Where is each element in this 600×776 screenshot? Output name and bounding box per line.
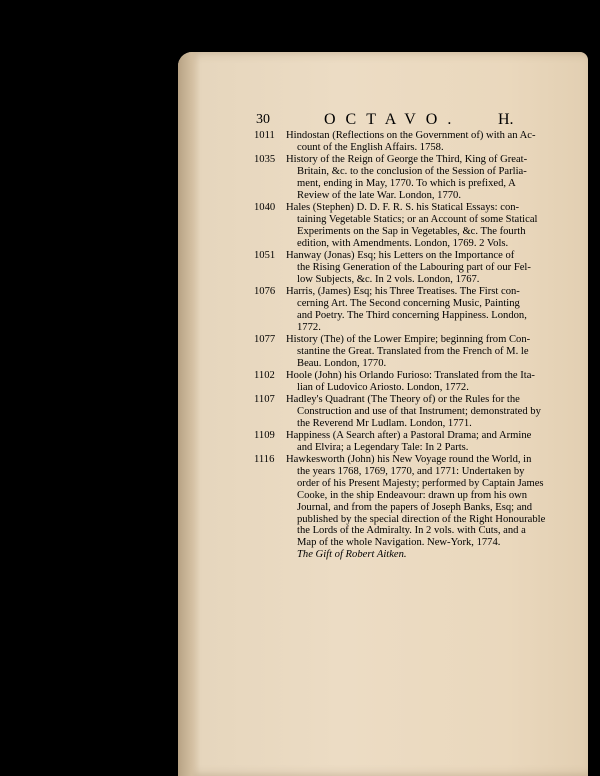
entry-line: 1772. bbox=[297, 321, 321, 333]
entry-number: 1116 bbox=[254, 454, 275, 465]
page-header bbox=[0, 112, 600, 132]
page-number: 30 bbox=[256, 112, 270, 127]
entry-line: History (The) of the Lower Empire; beginning from Con- bbox=[286, 334, 531, 345]
catalogue-entry bbox=[256, 370, 540, 394]
entry-number: 1076 bbox=[254, 286, 276, 297]
entry-line: Hindostan (Reflections on the Government of) with an Ac- bbox=[286, 130, 536, 141]
entry-line: Hoole (John) his Orlando Furioso: Translated from the Ita- bbox=[286, 370, 535, 381]
entry-line: Beau. London, 1770. bbox=[297, 357, 387, 369]
catalogue-entry bbox=[256, 250, 540, 286]
entry-line: order of his Present Majesty; performed by Captain James bbox=[297, 477, 544, 489]
entry-line: published by the special direction of the Right Honourable bbox=[297, 513, 546, 525]
catalogue-entry bbox=[256, 430, 540, 454]
entry-number: 1077 bbox=[254, 334, 276, 345]
entry-line: the years 1768, 1769, 1770, and 1771: Undertaken by bbox=[297, 465, 525, 477]
entry-number: 1011 bbox=[254, 130, 275, 141]
entry-line: Happiness (A Search after) a Pastoral Drama; and Armine bbox=[286, 430, 532, 441]
catalogue-entry bbox=[256, 154, 540, 202]
catalogue-entry bbox=[256, 202, 540, 250]
section-letter: H. bbox=[498, 111, 514, 128]
entry-line: Experiments on the Sap in Vegetables, &c. The fourth bbox=[297, 225, 526, 237]
catalogue-entry bbox=[256, 394, 540, 430]
entry-number: 1040 bbox=[254, 202, 276, 213]
entry-line: cerning Art. The Second concerning Music, Painting bbox=[297, 297, 520, 309]
entry-number: 1051 bbox=[254, 250, 276, 261]
entry-line: ment, ending in May, 1770. To which is prefixed, A bbox=[297, 177, 516, 189]
entry-line: Hawkesworth (John) his New Voyage round the World, in bbox=[286, 454, 532, 465]
entry-line: the Lords of the Admiralty. In 2 vols. with Cuts, and a bbox=[297, 525, 526, 537]
entry-line: and Elvira; a Legendary Tale: In 2 Parts. bbox=[297, 441, 469, 453]
entry-line: and Poetry. The Third concerning Happiness. London, bbox=[297, 309, 527, 321]
entry-line: Harris, (James) Esq; his Three Treatises. The First con- bbox=[286, 286, 520, 297]
entry-line: lian of Ludovico Ariosto. London, 1772. bbox=[297, 381, 469, 393]
entry-line: Map of the whole Navigation. New-York, 1774. bbox=[297, 537, 501, 549]
entry-line: count of the English Affairs. 1758. bbox=[297, 141, 444, 153]
entry-number: 1102 bbox=[254, 370, 275, 381]
entry-line: low Subjects, &c. In 2 vols. London, 1767. bbox=[297, 273, 480, 285]
entry-line: the Reverend Mr Ludlam. London, 1771. bbox=[297, 417, 472, 429]
entry-line: stantine the Great. Translated from the French of M. le bbox=[297, 345, 529, 357]
catalogue-entry bbox=[256, 334, 540, 370]
catalogue-entry bbox=[256, 130, 540, 154]
entry-line: the Rising Generation of the Labouring part of our Fel- bbox=[297, 261, 531, 273]
entry-line: taining Vegetable Statics; or an Account of some Statical bbox=[297, 213, 538, 225]
entry-number: 1109 bbox=[254, 430, 275, 441]
entry-line: History of the Reign of George the Third, King of Great- bbox=[286, 154, 528, 165]
entry-line: Review of the late War. London, 1770. bbox=[297, 189, 462, 201]
entry-line: edition, with Amendments. London, 1769. 2 Vols. bbox=[297, 237, 509, 249]
page-title: OCTAVO. bbox=[324, 111, 462, 128]
entry-number: 1107 bbox=[254, 394, 275, 405]
entry-line: Hanway (Jonas) Esq; his Letters on the Importance of bbox=[286, 250, 515, 261]
catalogue-entry bbox=[254, 454, 546, 561]
entry-line: Construction and use of that Instrument; demonstrated by bbox=[297, 405, 541, 417]
entry-line: Cooke, in the ship Endeavour: drawn up from his own bbox=[297, 489, 528, 501]
entry-line: Journal, and from the papers of Joseph Banks, Esq; and bbox=[297, 501, 533, 513]
entry-number: 1035 bbox=[254, 154, 276, 165]
page-spine-shadow bbox=[178, 52, 200, 776]
gift-attribution: The Gift of Robert Aitken. bbox=[297, 549, 407, 561]
entry-line: Hadley's Quadrant (The Theory of) or the Rules for the bbox=[286, 394, 520, 405]
entry-line: Britain, &c. to the conclusion of the Session of Parlia- bbox=[297, 165, 527, 177]
catalogue-entry bbox=[256, 286, 540, 334]
entry-line: Hales (Stephen) D. D. F. R. S. his Statical Essays: con- bbox=[286, 202, 520, 213]
